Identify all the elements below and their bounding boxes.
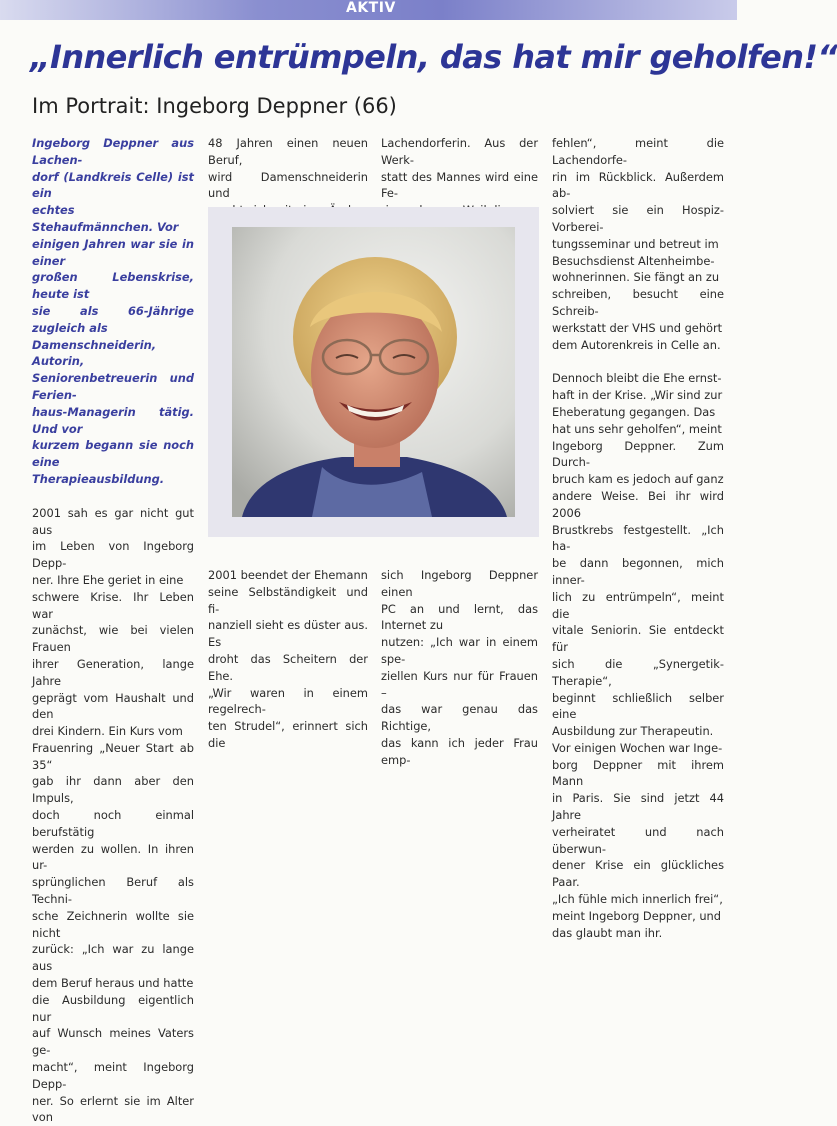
text-line: werkstatt der VHS und gehört <box>552 320 723 335</box>
text-line: be dann begonnen, mich inner- <box>552 556 724 587</box>
text-line: Besuchsdienst Altenheimbe- <box>552 253 715 268</box>
text-line: sche Zeichnerin wollte sie nicht <box>32 908 194 940</box>
text-line: haft in der Krise. „Wir sind zur <box>552 388 723 403</box>
text-line: im Leben von Ingeborg Depp- <box>32 539 194 571</box>
text-line: schreiben, besucht eine Schreib- <box>552 287 724 318</box>
headline: „Innerlich entrümpeln, das hat mir geholfen!“ <box>30 38 837 76</box>
text-line: geprägt vom Haushalt und den <box>32 690 194 722</box>
text-line: „Wir waren in einem regelrech- <box>208 685 368 717</box>
text-line: Ausbildung zur Therapeutin. <box>552 724 714 739</box>
text-line: Lachendorferin. Aus der Werk- <box>381 136 538 167</box>
text-line: 2001 sah es gar nicht gut aus <box>32 505 194 537</box>
text-line: andere Weise. Bei ihr wird 2006 <box>552 488 724 520</box>
text-line: die Ausbildung eigentlich nur <box>32 992 194 1024</box>
text-line: dem Beruf heraus und hatte <box>32 976 194 991</box>
text-line: „Ich fühle mich innerlich frei“, <box>552 892 723 907</box>
text-line: nanziell sieht es düster aus. Es <box>208 618 368 650</box>
text-line: dem Autorenkreis in Celle an. <box>552 337 721 352</box>
text-line: das war genau das Richtige, <box>381 702 538 734</box>
text-line: lich zu entrümpeln“, meint die <box>552 589 724 621</box>
text-line: droht das Scheitern der Ehe. <box>208 651 368 683</box>
section-header-bar <box>0 0 737 20</box>
text-line: PC an und lernt, das Internet zu <box>381 601 538 633</box>
text-line: 2001 beendet der Ehemann <box>208 568 368 582</box>
text-line: zunächst, wie bei vielen Frauen <box>32 623 194 655</box>
article-column-3-bottom <box>381 567 538 769</box>
text-line: ihrer Generation, lange Jahre <box>32 656 194 688</box>
text-line: gab ihr dann aber den Impuls, <box>32 774 194 806</box>
body-paragraph <box>552 135 724 353</box>
text-line: Ingeborg Deppner aus Lachen- <box>32 136 194 167</box>
text-line: Seniorenbetreuerin und Ferien- <box>32 371 194 402</box>
section-label: AKTIV <box>346 0 396 16</box>
text-line: Damenschneiderin, Autorin, <box>32 337 157 369</box>
text-line: meint Ingeborg Deppner, und <box>552 908 721 923</box>
text-line: dorf (Landkreis Celle) ist ein <box>32 169 194 201</box>
text-line: verheiratet und nach überwun- <box>552 824 724 856</box>
text-line: echtes Stehaufmännchen. Vor <box>32 203 179 234</box>
text-line: Therapieausbildung. <box>32 471 165 486</box>
article-column-2-bottom <box>208 567 368 752</box>
portrait-photo-icon <box>232 227 515 517</box>
text-line: Ingeborg Deppner. Zum Durch- <box>552 438 724 470</box>
text-line: großen Lebenskrise, heute ist <box>32 270 194 302</box>
body-paragraph <box>552 370 724 941</box>
text-line: Frauenring „Neuer Start ab 35“ <box>32 740 194 772</box>
text-line: Eheberatung gegangen. Das <box>552 404 716 419</box>
portrait-photo <box>208 207 539 537</box>
text-line: das glaubt man ihr. <box>552 925 663 940</box>
text-line: kurzem begann sie noch eine <box>32 438 194 470</box>
subheadline: Im Portrait: Ingeborg Deppner (66) <box>32 94 397 118</box>
text-line: sich Ingeborg Deppner einen <box>381 568 538 599</box>
text-line: sie als 66-Jährige zugleich als <box>32 303 194 335</box>
text-line: wird Damenschneiderin und <box>208 169 368 201</box>
text-line: tungsseminar und betreut im <box>552 236 719 251</box>
text-line: werden zu wollen. In ihren ur- <box>32 841 194 873</box>
text-line: nutzen: „Ich war in einem spe- <box>381 635 538 666</box>
text-line: ten Strudel“, erinnert sich die <box>208 719 368 750</box>
text-line: zurück: „Ich war zu lange aus <box>32 942 194 974</box>
text-line: 48 Jahren einen neuen Beruf, <box>208 136 368 167</box>
text-line: borg Deppner mit ihrem Mann <box>552 757 724 789</box>
text-line: auf Wunsch meines Vaters ge- <box>32 1026 194 1058</box>
text-line: in Paris. Sie sind jetzt 44 Jahre <box>552 791 724 823</box>
text-line: sprünglichen Beruf als Techni- <box>32 875 194 907</box>
text-line: fehlen“, meint die Lachendorfe- <box>552 136 724 167</box>
text-line: hat uns sehr geholfen“, meint <box>552 421 722 436</box>
body-paragraph <box>32 505 194 1126</box>
text-line: schwere Krise. Ihr Leben war <box>32 589 194 621</box>
text-line: rin im Rückblick. Außerdem ab- <box>552 169 724 201</box>
text-line: beginnt schließlich selber eine <box>552 690 724 722</box>
text-line: solviert sie ein Hospiz-Vorberei- <box>552 203 724 234</box>
text-line: Dennoch bleibt die Ehe ernst- <box>552 371 722 386</box>
text-line: Vor einigen Wochen war Inge- <box>552 740 723 755</box>
text-line: seine Selbständigkeit und fi- <box>208 584 368 616</box>
text-line: drei Kindern. Ein Kurs vom <box>32 724 183 739</box>
text-line: ziellen Kurs nur für Frauen – <box>381 668 538 700</box>
text-line: haus-Managerin tätig. Und vor <box>32 404 194 436</box>
intro-paragraph <box>32 135 194 488</box>
text-line: macht“, meint Ingeborg Depp- <box>32 1060 194 1091</box>
article-column-4 <box>552 135 724 941</box>
text-line: statt des Mannes wird eine Fe- <box>381 169 538 201</box>
text-line: vitale Seniorin. Sie entdeckt für <box>552 623 724 655</box>
text-line: das kann ich jeder Frau emp- <box>381 735 538 767</box>
article-column-1 <box>32 135 194 1126</box>
text-line: wohnerinnen. Sie fängt an zu <box>552 270 720 285</box>
text-line: dener Krise ein glückliches Paar. <box>552 858 724 890</box>
text-line: bruch kam es jedoch auf ganz <box>552 472 724 487</box>
text-line: Brustkrebs festgestellt. „Ich ha- <box>552 522 724 554</box>
text-line: ner. So erlernt sie im Alter von <box>32 1093 194 1125</box>
text-line: sich die „Synergetik-Therapie“, <box>552 656 724 688</box>
text-line: einigen Jahren war sie in einer <box>32 236 194 268</box>
text-line: doch noch einmal berufstätig <box>32 808 194 839</box>
text-line: ner. Ihre Ehe geriet in eine <box>32 572 184 587</box>
